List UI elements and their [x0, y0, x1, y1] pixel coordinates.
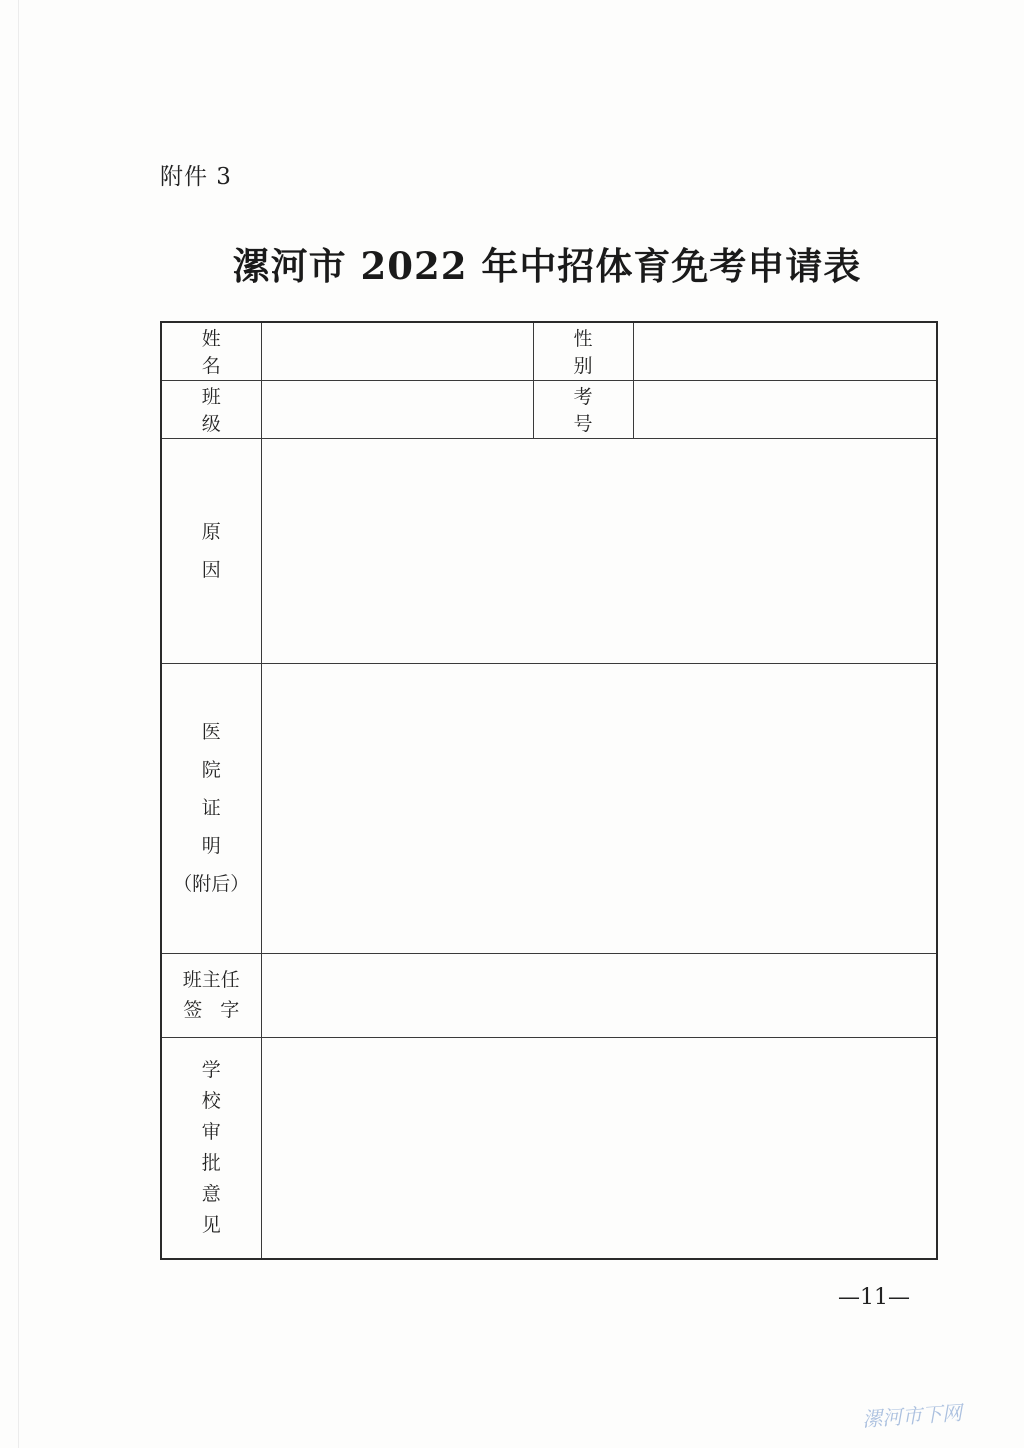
hospital-label-char: 院 — [201, 759, 221, 781]
page-number: —11— — [838, 1285, 910, 1310]
signature-label-line: 签字 — [183, 999, 258, 1021]
form-title: 漯河市 2022 年中招体育免考申请表 — [232, 244, 862, 288]
name-label: 姓名 — [161, 322, 261, 380]
hospital-label-char: 医 — [201, 721, 221, 743]
name-field[interactable] — [261, 322, 533, 380]
watermark: 漯河市下网 — [861, 1400, 963, 1432]
approval-label-char: 见 — [201, 1213, 221, 1236]
hospital-label-note: （附后） — [173, 873, 250, 895]
application-form-table — [160, 321, 938, 1260]
class-exam-row — [161, 380, 937, 438]
hospital-label-char: 证 — [201, 797, 221, 819]
hospital-label-char: 明 — [201, 835, 221, 857]
hospital-proof-label — [161, 663, 261, 953]
approval-label-char: 学 — [201, 1058, 221, 1081]
exam-number-field[interactable] — [633, 380, 937, 438]
approval-label-char: 批 — [201, 1151, 221, 1174]
approval-label-char: 意 — [201, 1182, 221, 1205]
school-approval-field[interactable] — [261, 1037, 937, 1259]
teacher-signature-field[interactable] — [261, 953, 937, 1037]
hospital-proof-field[interactable] — [261, 663, 937, 953]
class-label: 班级 — [161, 380, 261, 438]
hospital-row — [161, 663, 937, 953]
gender-label: 性别 — [533, 322, 633, 380]
reason-label — [161, 438, 261, 663]
approval-row — [161, 1037, 937, 1259]
gender-field[interactable] — [633, 322, 937, 380]
teacher-label-line: 班主任 — [182, 969, 240, 991]
attachment-label: 附件 3 — [160, 164, 232, 190]
teacher-row — [161, 953, 937, 1037]
exam-number-label: 考号 — [533, 380, 633, 438]
name-gender-row — [161, 322, 937, 380]
reason-label-char: 因 — [201, 558, 221, 581]
class-field[interactable] — [261, 380, 533, 438]
reason-row — [161, 438, 937, 663]
approval-label-char: 校 — [201, 1089, 221, 1112]
school-approval-label — [161, 1037, 261, 1259]
scan-edge — [18, 0, 19, 1448]
reason-field[interactable] — [261, 438, 937, 663]
approval-label-char: 审 — [201, 1120, 221, 1143]
reason-label-char: 原 — [201, 520, 221, 543]
teacher-signature-label — [161, 953, 261, 1037]
